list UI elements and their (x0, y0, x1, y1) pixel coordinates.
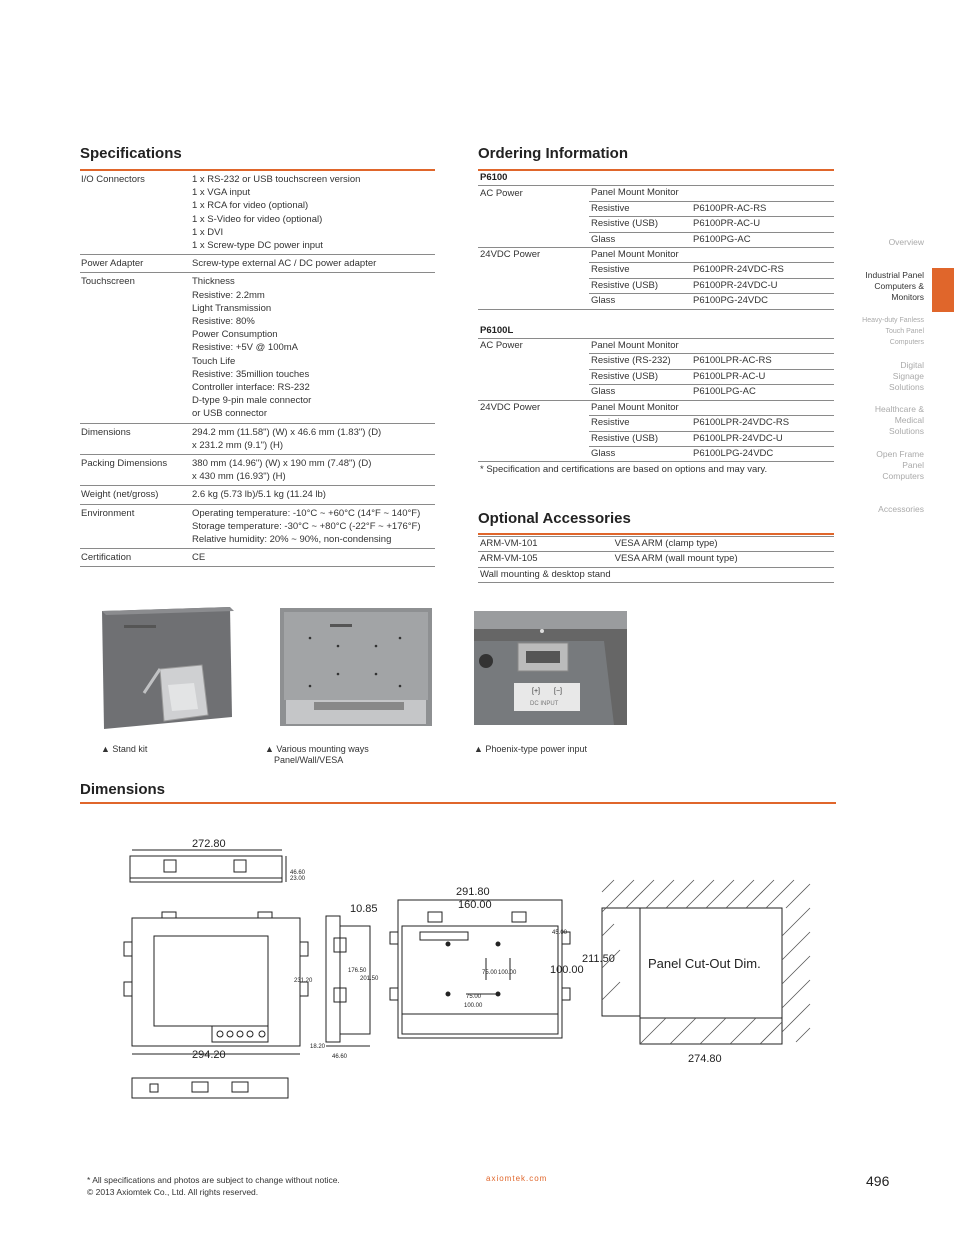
spec-value-line: x 231.2 mm (9.1") (H) (192, 439, 284, 451)
caption-mounting-ways-sub: Panel/Wall/VESA (274, 755, 344, 765)
ordering-power (478, 416, 589, 431)
dim-rear-right: 45.00 (552, 930, 568, 936)
ordering-power (478, 369, 589, 384)
ordering-row (478, 294, 834, 309)
stand-kit-photo (98, 605, 238, 729)
ordering-spacer (478, 309, 834, 324)
accessory-row (478, 552, 834, 567)
sidebar-item-overview[interactable]: Overview (888, 237, 924, 247)
ordering-type: Panel Mount Monitor (589, 248, 691, 263)
dim-top-depth-b: 23.00 (290, 876, 306, 882)
ordering-model: P6100PR-AC-U (691, 217, 834, 232)
spec-value-line: Touch Life (192, 355, 236, 367)
ordering-row (478, 385, 834, 400)
spec-value-line: 1 x VGA input (192, 187, 251, 199)
ordering-model: P6100LPG-24VDC (691, 446, 834, 461)
ordering-row (478, 248, 834, 263)
sidebar-item-heavy-duty[interactable]: Heavy-duty Fanless Touch Panel Computers (862, 317, 924, 346)
dim-rear-width: 291.80 (456, 886, 490, 898)
accessory-model: ARM-VM-105 (478, 552, 613, 567)
ordering-row (478, 416, 834, 431)
spec-value-line: Resistive: 35million touches (192, 368, 310, 380)
sidebar-item-digital-signage[interactable]: Digital Signage Solutions (889, 360, 924, 392)
spec-value-line: 1 x S-Video for video (optional) (192, 213, 323, 225)
spec-value-line: 1 x Screw-type DC power input (192, 240, 323, 252)
ordering-power (478, 201, 589, 216)
ordering-model: P6100LPG-AC (691, 385, 834, 400)
dim-cut-height: 211.50 (582, 953, 615, 965)
accessory-description (613, 567, 834, 582)
spec-value-line: Thickness (192, 276, 235, 288)
ordering-power (478, 446, 589, 461)
ordering-type: Panel Mount Monitor (589, 339, 691, 354)
ordering-group-name: P6100L (478, 324, 834, 339)
spec-value-line: Storage temperature: -30°C ~ +80°C (-22°F ~ +176°F) (192, 520, 421, 532)
spec-label: Dimensions (81, 426, 131, 438)
spec-label: Environment (81, 507, 135, 519)
spec-value (191, 255, 435, 273)
ordering-power (478, 294, 589, 309)
ordering-title: Ordering Information (478, 145, 628, 162)
ordering-model (691, 248, 834, 263)
dim-rear-vesa-w2: 100.00 (464, 1003, 483, 1009)
ordering-row (478, 339, 834, 354)
spec-value-line: Operating temperature: -10°C ~ +60°C (14°F ~ 140°F) (192, 507, 421, 519)
ordering-type: Glass (589, 232, 691, 247)
ordering-model: P6100LPR-AC-RS (691, 354, 834, 369)
caption-mounting-ways: ▲ Various mounting ways (265, 744, 369, 754)
spec-row (80, 255, 435, 273)
spec-value-line: CE (192, 552, 206, 564)
accessories-table (478, 536, 834, 583)
dimensions-rule (80, 802, 836, 804)
dim-side-bottom-b: 46.60 (332, 1054, 348, 1060)
ordering-type: Panel Mount Monitor (589, 186, 691, 201)
ordering-group-name: P6100 (478, 171, 834, 186)
dim-side-bottom-a: 18.20 (310, 1044, 326, 1050)
dim-rear-vesa-h: 75.00 (482, 970, 498, 976)
ordering-table (478, 171, 834, 462)
spec-value-line: or USB connector (192, 408, 267, 420)
ordering-row (478, 217, 834, 232)
spec-label: Power Adapter (81, 258, 144, 270)
spec-label: I/O Connectors (81, 174, 145, 185)
ordering-type: Resistive (USB) (589, 369, 691, 384)
specifications-title: Specifications (80, 145, 182, 162)
dim-side-h1: 176.50 (348, 968, 367, 974)
spec-label: Weight (net/gross) (81, 489, 159, 501)
spec-value-line: Screw-type external AC / DC power adapter (192, 258, 377, 270)
footer-disclaimer: * All specifications and photos are subject to change without notice. (87, 1175, 340, 1185)
dim-cut-width: 274.80 (688, 1053, 722, 1065)
accessory-model: ARM-VM-101 (478, 537, 613, 552)
spec-value-line: 294.2 mm (11.58") (W) x 46.6 mm (1.83") (D) (192, 426, 382, 438)
power-label-plus: [+] (532, 688, 540, 695)
ordering-model: P6100PR-24VDC-U (691, 278, 834, 293)
spec-label: Touchscreen (81, 276, 135, 288)
ordering-type: Resistive (589, 201, 691, 216)
spec-value (191, 549, 435, 567)
power-input-photo (474, 611, 627, 725)
ordering-power: AC Power (480, 340, 523, 352)
spec-label: Packing Dimensions (81, 458, 168, 470)
dim-front-width: 294.20 (192, 1049, 226, 1061)
accessory-row (478, 537, 834, 552)
ordering-note: * Specification and certifications are based on options and may vary. (480, 464, 768, 475)
spec-row (80, 455, 435, 486)
ordering-power (478, 217, 589, 232)
ordering-row (478, 186, 834, 201)
spec-value-line: Relative humidity: 20% ~ 90%, non-condensing (192, 534, 392, 546)
sidebar-item-healthcare[interactable]: Healthcare & Medical Solutions (874, 404, 924, 436)
ordering-power: 24VDC Power (480, 249, 541, 261)
ordering-type: Resistive (589, 416, 691, 431)
spec-row (80, 171, 435, 255)
caption-power-input: ▲ Phoenix-type power input (474, 744, 587, 754)
ordering-type: Resistive (USB) (589, 217, 691, 232)
spec-value-line: 2.6 kg (5.73 lb)/5.1 kg (11.24 lb) (192, 489, 326, 501)
ordering-power (478, 354, 589, 369)
ordering-type: Glass (589, 294, 691, 309)
ordering-model: P6100LPR-24VDC-U (691, 431, 834, 446)
spec-value-line: Controller interface: RS-232 (192, 382, 310, 394)
ordering-type: Resistive (USB) (589, 278, 691, 293)
spec-value-line: 1 x RS-232 or USB touchscreen version (192, 174, 361, 185)
ordering-model: P6100PG-AC (691, 232, 834, 247)
accessory-model: Wall mounting & desktop stand (478, 567, 613, 582)
ordering-power (478, 431, 589, 446)
spec-value-line: D-type 9-pin male connector (192, 395, 312, 407)
dim-top-width: 272.80 (192, 838, 226, 850)
spec-value (191, 273, 435, 423)
caption-stand-kit: ▲ Stand kit (101, 744, 148, 754)
spec-value-line: x 430 mm (16.93") (H) (192, 471, 286, 483)
ordering-power (478, 385, 589, 400)
ordering-row (478, 354, 834, 369)
ordering-row (478, 446, 834, 461)
ordering-row (478, 431, 834, 446)
accessory-row (478, 567, 834, 582)
ordering-model: P6100PG-24VDC (691, 294, 834, 309)
ordering-row (478, 263, 834, 278)
ordering-model: P6100PR-AC-RS (691, 201, 834, 216)
dim-rear-height: 100.00 (550, 964, 584, 976)
ordering-row (478, 278, 834, 293)
dim-front-height: 231.20 (294, 978, 313, 984)
spec-row (80, 486, 435, 504)
spec-value-line: 1 x RCA for video (optional) (192, 200, 309, 212)
dim-rear-vesa-w: 75.00 (466, 994, 482, 1000)
ordering-model (691, 339, 834, 354)
spec-row (80, 549, 435, 567)
ordering-model: P6100LPR-AC-U (691, 369, 834, 384)
ordering-row (478, 201, 834, 216)
dim-rear-vesa-h2: 100.00 (498, 970, 517, 976)
spec-row (80, 504, 435, 549)
ordering-power: AC Power (480, 187, 523, 199)
accessory-description: VESA ARM (wall mount type) (613, 552, 834, 567)
accessories-rule (478, 533, 834, 535)
spec-value (191, 171, 435, 255)
accessory-description: VESA ARM (clamp type) (613, 537, 834, 552)
dim-side-h2: 201.50 (360, 976, 379, 982)
spec-label: Certification (81, 552, 132, 564)
ordering-spacer-cell (478, 309, 834, 324)
ordering-row (478, 369, 834, 384)
ordering-power: 24VDC Power (480, 401, 541, 413)
dimensions-title: Dimensions (80, 781, 166, 798)
spec-value (191, 423, 435, 454)
ordering-type: Glass (589, 385, 691, 400)
sidebar-item-open-frame[interactable]: Open Frame Panel Computers (876, 449, 924, 481)
spec-value (191, 455, 435, 486)
dim-cut-title: Panel Cut-Out Dim. (648, 956, 761, 971)
spec-value (191, 504, 435, 549)
spec-value-line: Power Consumption (192, 329, 278, 341)
ordering-model (691, 186, 834, 201)
ordering-group-header (478, 324, 834, 339)
spec-value-line: Resistive: 80% (192, 316, 255, 328)
ordering-type: Resistive (RS-232) (589, 354, 691, 369)
dim-top-depth-a: 46.60 (290, 870, 306, 876)
spec-value-line: Resistive: 2.2mm (192, 289, 265, 301)
specifications-table (80, 171, 435, 567)
ordering-type: Glass (589, 446, 691, 461)
spec-value-line: Resistive: +5V @ 100mA (192, 342, 299, 354)
accessories-title: Optional Accessories (478, 510, 631, 527)
ordering-type: Resistive (USB) (589, 431, 691, 446)
spec-row (80, 273, 435, 423)
sidebar-item-accessories[interactable]: Accessories (878, 504, 924, 514)
spec-value (191, 486, 435, 504)
ordering-model: P6100PR-24VDC-RS (691, 263, 834, 278)
sidebar-active-marker (932, 268, 954, 312)
footer-copyright: © 2013 Axiomtek Co., Ltd. All rights reserved. (87, 1187, 259, 1197)
spec-row (80, 423, 435, 454)
dim-side-depth: 10.85 (350, 903, 378, 915)
ordering-power (478, 263, 589, 278)
sidebar-item-industrial-panel[interactable]: Industrial Panel Computers & Monitors (865, 270, 924, 302)
page-number: 496 (866, 1173, 890, 1189)
dimensions-drawing (120, 828, 820, 1108)
footer-website[interactable]: axiomtek.com (486, 1174, 548, 1183)
ordering-row (478, 232, 834, 247)
spec-value-line: 1 x DVI (192, 226, 224, 238)
power-label-dc: DC INPUT (530, 701, 559, 707)
ordering-model: P6100LPR-24VDC-RS (691, 416, 834, 431)
mounting-ways-photo (280, 608, 432, 726)
ordering-power (478, 278, 589, 293)
ordering-type: Resistive (589, 263, 691, 278)
spec-value-line: Light Transmission (192, 302, 272, 314)
ordering-type: Panel Mount Monitor (589, 400, 691, 415)
ordering-group-header (478, 171, 834, 186)
power-label-minus: [−] (554, 688, 562, 695)
ordering-power (478, 232, 589, 247)
ordering-row (478, 400, 834, 415)
ordering-model (691, 400, 834, 415)
spec-value-line: 380 mm (14.96") (W) x 190 mm (7.48") (D) (192, 458, 372, 470)
dim-rear-inner: 160.00 (458, 899, 492, 911)
